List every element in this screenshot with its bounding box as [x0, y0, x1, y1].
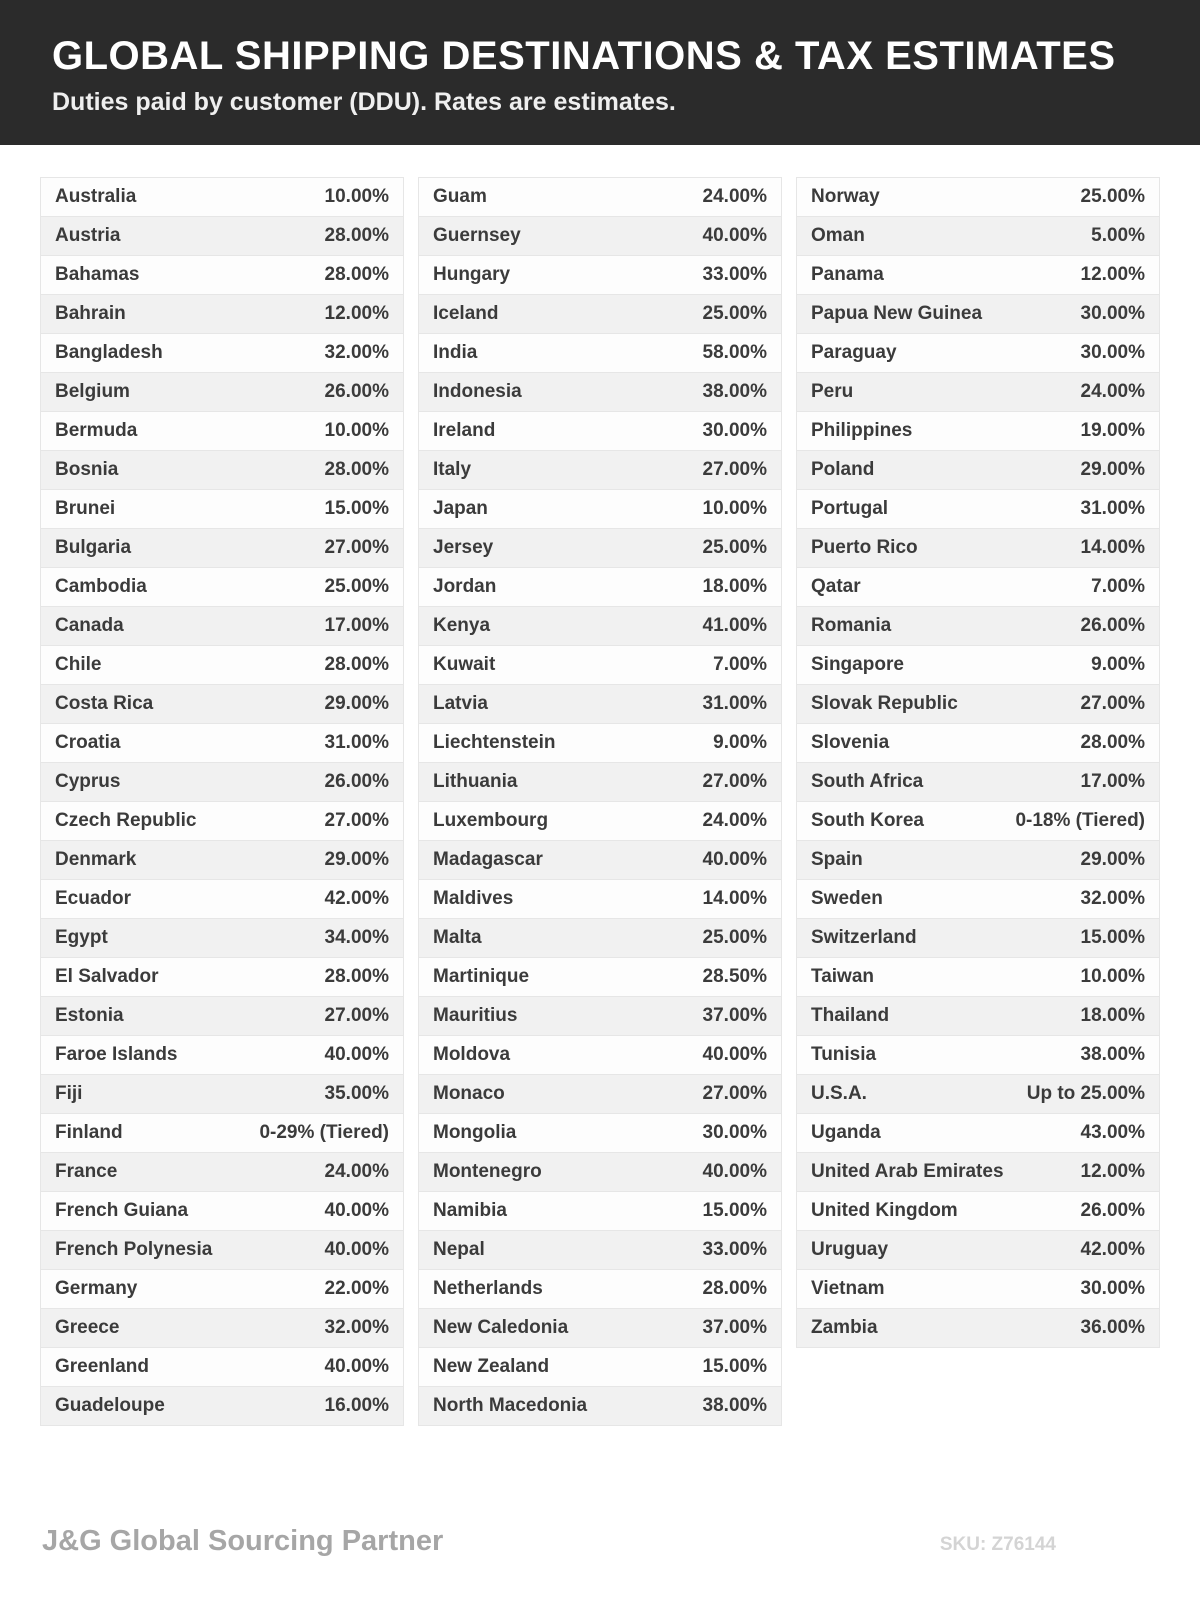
- country-name: Bosnia: [55, 459, 119, 480]
- tax-rate: 15.00%: [324, 498, 389, 519]
- table-row: [797, 646, 1159, 685]
- table-row: [419, 1309, 781, 1348]
- tax-rate: 27.00%: [702, 459, 767, 480]
- table-row: [41, 763, 403, 802]
- header-banner: [0, 0, 1200, 145]
- sku-label: SKU: Z76144: [939, 1534, 1056, 1555]
- tax-rate: 28.00%: [324, 225, 389, 246]
- tax-rate: 38.00%: [702, 381, 767, 402]
- country-name: Jersey: [433, 537, 494, 558]
- country-name: Bermuda: [55, 420, 138, 441]
- table-row: [419, 685, 781, 724]
- table-row: [41, 529, 403, 568]
- tax-rate: 29.00%: [1080, 459, 1145, 480]
- table-row: [797, 568, 1159, 607]
- tax-rate: 30.00%: [1080, 342, 1145, 363]
- table-row: [419, 334, 781, 373]
- table-row: [419, 841, 781, 880]
- tax-rate: 12.00%: [324, 303, 389, 324]
- country-name: Egypt: [55, 927, 108, 948]
- tax-rate: 16.00%: [324, 1395, 389, 1416]
- country-name: Slovenia: [811, 732, 890, 753]
- country-name: Cyprus: [55, 771, 121, 792]
- table-row: [41, 958, 403, 997]
- table-row: [419, 529, 781, 568]
- tax-rate: 40.00%: [702, 849, 767, 870]
- country-name: Namibia: [433, 1200, 507, 1221]
- tax-rate: 25.00%: [1080, 186, 1145, 207]
- tax-rate: 24.00%: [702, 186, 767, 207]
- table-row: [419, 880, 781, 919]
- country-name: Uruguay: [811, 1239, 889, 1260]
- country-name: French Guiana: [55, 1200, 189, 1221]
- tax-rate: 30.00%: [1080, 1278, 1145, 1299]
- country-name: Peru: [811, 381, 854, 402]
- tax-rate: 7.00%: [713, 654, 767, 675]
- table-row: [41, 334, 403, 373]
- country-name: Croatia: [55, 732, 121, 753]
- table-row: [419, 1192, 781, 1231]
- table-row: [797, 1036, 1159, 1075]
- table-row: [797, 217, 1159, 256]
- country-name: Indonesia: [433, 381, 522, 402]
- table-row: [419, 178, 781, 217]
- table-row: [797, 295, 1159, 334]
- country-name: Italy: [433, 459, 472, 480]
- tax-rate: 26.00%: [324, 381, 389, 402]
- country-name: South Korea: [811, 810, 924, 831]
- table-row: [41, 1114, 403, 1153]
- country-name: Hungary: [433, 264, 511, 285]
- country-name: North Macedonia: [433, 1395, 588, 1416]
- tax-rate: 40.00%: [702, 1044, 767, 1065]
- country-name: Madagascar: [433, 849, 543, 870]
- table-row: [797, 1153, 1159, 1192]
- country-name: Taiwan: [811, 966, 874, 987]
- tax-rate: 17.00%: [324, 615, 389, 636]
- country-name: U.S.A.: [811, 1083, 867, 1104]
- country-name: Portugal: [811, 498, 889, 519]
- tax-rate: 34.00%: [324, 927, 389, 948]
- table-row: [419, 412, 781, 451]
- country-name: Ireland: [433, 420, 496, 441]
- country-name: Martinique: [433, 966, 530, 987]
- table-row: [41, 568, 403, 607]
- tax-rate: 10.00%: [702, 498, 767, 519]
- tax-rate: 9.00%: [713, 732, 767, 753]
- table-row: [419, 763, 781, 802]
- country-name: Costa Rica: [55, 693, 154, 714]
- country-name: New Caledonia: [433, 1317, 569, 1338]
- rates-column-1: [40, 177, 404, 1426]
- tax-rate: 28.50%: [702, 966, 767, 987]
- tax-rate: 29.00%: [1080, 849, 1145, 870]
- country-name: Kuwait: [433, 654, 496, 675]
- tax-rate: 14.00%: [1080, 537, 1145, 558]
- table-row: [419, 607, 781, 646]
- page-subtitle: Duties paid by customer (DDU). Rates are estimates.: [52, 88, 676, 116]
- table-row: [41, 997, 403, 1036]
- tax-rate: 29.00%: [324, 693, 389, 714]
- tax-rate: 24.00%: [324, 1161, 389, 1182]
- country-name: Monaco: [433, 1083, 505, 1104]
- country-name: French Polynesia: [55, 1239, 213, 1260]
- table-row: [797, 256, 1159, 295]
- country-name: Bangladesh: [55, 342, 163, 363]
- table-row: [797, 880, 1159, 919]
- country-name: Romania: [811, 615, 892, 636]
- tax-rate: 41.00%: [702, 615, 767, 636]
- country-name: Puerto Rico: [811, 537, 918, 558]
- tax-rate: 26.00%: [324, 771, 389, 792]
- tax-rate: 40.00%: [324, 1239, 389, 1260]
- country-name: Poland: [811, 459, 875, 480]
- country-name: Denmark: [55, 849, 137, 870]
- country-name: Australia: [55, 186, 137, 207]
- country-name: Canada: [55, 615, 124, 636]
- table-row: [797, 529, 1159, 568]
- table-row: [419, 373, 781, 412]
- table-row: [41, 802, 403, 841]
- country-name: Jordan: [433, 576, 497, 597]
- tax-rate: 26.00%: [1080, 1200, 1145, 1221]
- table-row: [419, 490, 781, 529]
- tax-rate: 19.00%: [1080, 420, 1145, 441]
- tax-rate: 28.00%: [702, 1278, 767, 1299]
- tax-rate: 30.00%: [1080, 303, 1145, 324]
- country-name: Qatar: [811, 576, 861, 597]
- tax-rate: 35.00%: [324, 1083, 389, 1104]
- country-name: United Arab Emirates: [811, 1161, 1004, 1182]
- tax-rate: 27.00%: [702, 1083, 767, 1104]
- tax-rate: 25.00%: [702, 537, 767, 558]
- tax-rate: 27.00%: [702, 771, 767, 792]
- tax-rate: 25.00%: [702, 303, 767, 324]
- table-row: [797, 490, 1159, 529]
- tax-rate: 14.00%: [702, 888, 767, 909]
- country-name: Oman: [811, 225, 865, 246]
- tax-rate: 5.00%: [1091, 225, 1145, 246]
- country-name: El Salvador: [55, 966, 159, 987]
- tax-rate: 10.00%: [324, 186, 389, 207]
- tax-rate: 32.00%: [324, 342, 389, 363]
- tax-rate: 28.00%: [1080, 732, 1145, 753]
- country-name: France: [55, 1161, 118, 1182]
- country-name: Belgium: [55, 381, 130, 402]
- tax-rate: 40.00%: [324, 1044, 389, 1065]
- tax-rate: 40.00%: [702, 1161, 767, 1182]
- table-row: [797, 1114, 1159, 1153]
- table-row: [419, 256, 781, 295]
- table-row: [797, 607, 1159, 646]
- tax-rate: 12.00%: [1080, 1161, 1145, 1182]
- tax-rate: 27.00%: [324, 537, 389, 558]
- table-row: [419, 958, 781, 997]
- table-row: [41, 256, 403, 295]
- table-row: [797, 1231, 1159, 1270]
- country-name: Fiji: [55, 1083, 83, 1104]
- tax-rate: 24.00%: [1080, 381, 1145, 402]
- table-row: [41, 490, 403, 529]
- country-name: Netherlands: [433, 1278, 543, 1299]
- table-row: [41, 880, 403, 919]
- table-row: [41, 295, 403, 334]
- rates-column-3: [796, 177, 1160, 1348]
- table-row: [797, 1309, 1159, 1348]
- table-row: [797, 412, 1159, 451]
- tax-rate: 42.00%: [324, 888, 389, 909]
- table-row: [41, 1192, 403, 1231]
- table-row: [41, 1075, 403, 1114]
- country-name: Paraguay: [811, 342, 897, 363]
- table-row: [419, 1153, 781, 1192]
- country-name: Switzerland: [811, 927, 917, 948]
- table-row: [419, 295, 781, 334]
- country-name: Vietnam: [811, 1278, 885, 1299]
- country-name: Moldova: [433, 1044, 511, 1065]
- page-footer: [42, 1525, 1120, 1558]
- country-name: Lithuania: [433, 771, 518, 792]
- table-row: [41, 1036, 403, 1075]
- table-row: [797, 958, 1159, 997]
- table-row: [797, 763, 1159, 802]
- country-name: Czech Republic: [55, 810, 197, 831]
- tax-rate: 31.00%: [1080, 498, 1145, 519]
- tax-rate: 25.00%: [324, 576, 389, 597]
- country-name: Chile: [55, 654, 102, 675]
- table-row: [41, 373, 403, 412]
- tax-rate: 27.00%: [324, 1005, 389, 1026]
- tax-rate: 10.00%: [324, 420, 389, 441]
- country-name: Estonia: [55, 1005, 124, 1026]
- tax-rate: 42.00%: [1080, 1239, 1145, 1260]
- country-name: Maldives: [433, 888, 514, 909]
- table-row: [797, 178, 1159, 217]
- table-row: [797, 802, 1159, 841]
- rates-table: [0, 177, 1200, 1426]
- country-name: Greenland: [55, 1356, 149, 1377]
- table-row: [41, 217, 403, 256]
- tax-rate: 28.00%: [324, 966, 389, 987]
- tax-rate: 30.00%: [702, 1122, 767, 1143]
- tax-rate: 7.00%: [1091, 576, 1145, 597]
- tax-rate: 58.00%: [702, 342, 767, 363]
- tax-rate: 32.00%: [1080, 888, 1145, 909]
- country-name: Singapore: [811, 654, 904, 675]
- country-name: Latvia: [433, 693, 488, 714]
- tax-rate: 40.00%: [702, 225, 767, 246]
- table-row: [797, 919, 1159, 958]
- country-name: Guadeloupe: [55, 1395, 165, 1416]
- tax-rate: 0-29% (Tiered): [259, 1122, 389, 1143]
- tax-rate: 43.00%: [1080, 1122, 1145, 1143]
- table-row: [419, 451, 781, 490]
- country-name: Cambodia: [55, 576, 147, 597]
- tax-rate: 28.00%: [324, 654, 389, 675]
- country-name: Germany: [55, 1278, 138, 1299]
- country-name: Brunei: [55, 498, 116, 519]
- tax-rate: 12.00%: [1080, 264, 1145, 285]
- tax-rate: 18.00%: [702, 576, 767, 597]
- country-name: Mauritius: [433, 1005, 518, 1026]
- country-name: Kenya: [433, 615, 491, 636]
- tax-rate: 15.00%: [702, 1356, 767, 1377]
- country-name: Uganda: [811, 1122, 881, 1143]
- country-name: Slovak Republic: [811, 693, 958, 714]
- country-name: Sweden: [811, 888, 883, 909]
- country-name: Ecuador: [55, 888, 132, 909]
- table-row: [419, 1270, 781, 1309]
- table-row: [41, 1309, 403, 1348]
- table-row: [797, 997, 1159, 1036]
- table-row: [41, 685, 403, 724]
- country-name: Spain: [811, 849, 863, 870]
- table-row: [419, 217, 781, 256]
- country-name: Luxembourg: [433, 810, 549, 831]
- country-name: Iceland: [433, 303, 499, 324]
- table-row: [419, 1231, 781, 1270]
- tax-rate: 31.00%: [324, 732, 389, 753]
- country-name: Austria: [55, 225, 121, 246]
- rates-column-2: [418, 177, 782, 1426]
- table-row: [419, 1387, 781, 1426]
- table-row: [41, 724, 403, 763]
- tax-rate: 28.00%: [324, 264, 389, 285]
- tax-rate: 15.00%: [702, 1200, 767, 1221]
- tax-rate: 33.00%: [702, 1239, 767, 1260]
- tax-rate: 22.00%: [324, 1278, 389, 1299]
- tax-rate: 15.00%: [1080, 927, 1145, 948]
- tax-rate: 40.00%: [324, 1356, 389, 1377]
- tax-rate: 10.00%: [1080, 966, 1145, 987]
- table-row: [419, 919, 781, 958]
- country-name: Zambia: [811, 1317, 878, 1338]
- table-row: [797, 1192, 1159, 1231]
- table-row: [419, 568, 781, 607]
- table-row: [419, 724, 781, 763]
- table-row: [797, 373, 1159, 412]
- tax-rate: 24.00%: [702, 810, 767, 831]
- tax-rate: 38.00%: [1080, 1044, 1145, 1065]
- table-row: [41, 451, 403, 490]
- country-name: Bahamas: [55, 264, 140, 285]
- tax-rate: 37.00%: [702, 1005, 767, 1026]
- table-row: [797, 451, 1159, 490]
- country-name: Montenegro: [433, 1161, 542, 1182]
- country-name: Panama: [811, 264, 884, 285]
- tax-rate: 36.00%: [1080, 1317, 1145, 1338]
- country-name: Tunisia: [811, 1044, 877, 1065]
- tax-rate: 38.00%: [702, 1395, 767, 1416]
- tax-rate: 25.00%: [702, 927, 767, 948]
- table-row: [419, 1075, 781, 1114]
- table-row: [797, 724, 1159, 763]
- tax-rate: 37.00%: [702, 1317, 767, 1338]
- tax-rate: 40.00%: [324, 1200, 389, 1221]
- tax-rate: 18.00%: [1080, 1005, 1145, 1026]
- tax-rate: 28.00%: [324, 459, 389, 480]
- table-row: [797, 685, 1159, 724]
- tax-rate: 26.00%: [1080, 615, 1145, 636]
- table-row: [41, 412, 403, 451]
- table-row: [419, 646, 781, 685]
- country-name: Papua New Guinea: [811, 303, 983, 324]
- table-row: [797, 1270, 1159, 1309]
- table-row: [41, 1231, 403, 1270]
- tax-rate: 17.00%: [1080, 771, 1145, 792]
- country-name: Greece: [55, 1317, 120, 1338]
- country-name: Bahrain: [55, 303, 126, 324]
- country-name: Philippines: [811, 420, 913, 441]
- table-row: [41, 646, 403, 685]
- table-row: [41, 841, 403, 880]
- country-name: New Zealand: [433, 1356, 550, 1377]
- table-row: [419, 997, 781, 1036]
- table-row: [797, 1075, 1159, 1114]
- table-row: [419, 1036, 781, 1075]
- country-name: Faroe Islands: [55, 1044, 178, 1065]
- tax-rate: 29.00%: [324, 849, 389, 870]
- country-name: Guam: [433, 186, 487, 207]
- tax-rate: 27.00%: [1080, 693, 1145, 714]
- table-row: [797, 334, 1159, 373]
- country-name: Nepal: [433, 1239, 485, 1260]
- table-row: [419, 1348, 781, 1387]
- table-row: [41, 1387, 403, 1426]
- country-name: Finland: [55, 1122, 123, 1143]
- country-name: Norway: [811, 186, 880, 207]
- tax-rate: 27.00%: [324, 810, 389, 831]
- tax-rate: 33.00%: [702, 264, 767, 285]
- brand-name: J&G Global Sourcing Partner: [42, 1525, 444, 1557]
- country-name: Mongolia: [433, 1122, 517, 1143]
- country-name: Thailand: [811, 1005, 890, 1026]
- country-name: Japan: [433, 498, 488, 519]
- country-name: United Kingdom: [811, 1200, 958, 1221]
- table-row: [41, 607, 403, 646]
- table-row: [419, 802, 781, 841]
- table-row: [419, 1114, 781, 1153]
- tax-rate: 9.00%: [1091, 654, 1145, 675]
- table-row: [41, 1153, 403, 1192]
- table-row: [41, 178, 403, 217]
- table-row: [41, 1270, 403, 1309]
- country-name: South Africa: [811, 771, 924, 792]
- table-row: [41, 1348, 403, 1387]
- country-name: India: [433, 342, 478, 363]
- country-name: Liechtenstein: [433, 732, 556, 753]
- country-name: Malta: [433, 927, 482, 948]
- page-title: GLOBAL SHIPPING DESTINATIONS & TAX ESTIMATES: [52, 34, 1116, 78]
- tax-rate: Up to 25.00%: [1026, 1083, 1145, 1104]
- country-name: Guernsey: [433, 225, 521, 246]
- tax-rate: 31.00%: [702, 693, 767, 714]
- table-row: [797, 841, 1159, 880]
- table-row: [41, 919, 403, 958]
- tax-rate: 32.00%: [324, 1317, 389, 1338]
- tax-rate: 30.00%: [702, 420, 767, 441]
- country-name: Bulgaria: [55, 537, 132, 558]
- tax-rate: 0-18% (Tiered): [1015, 810, 1145, 831]
